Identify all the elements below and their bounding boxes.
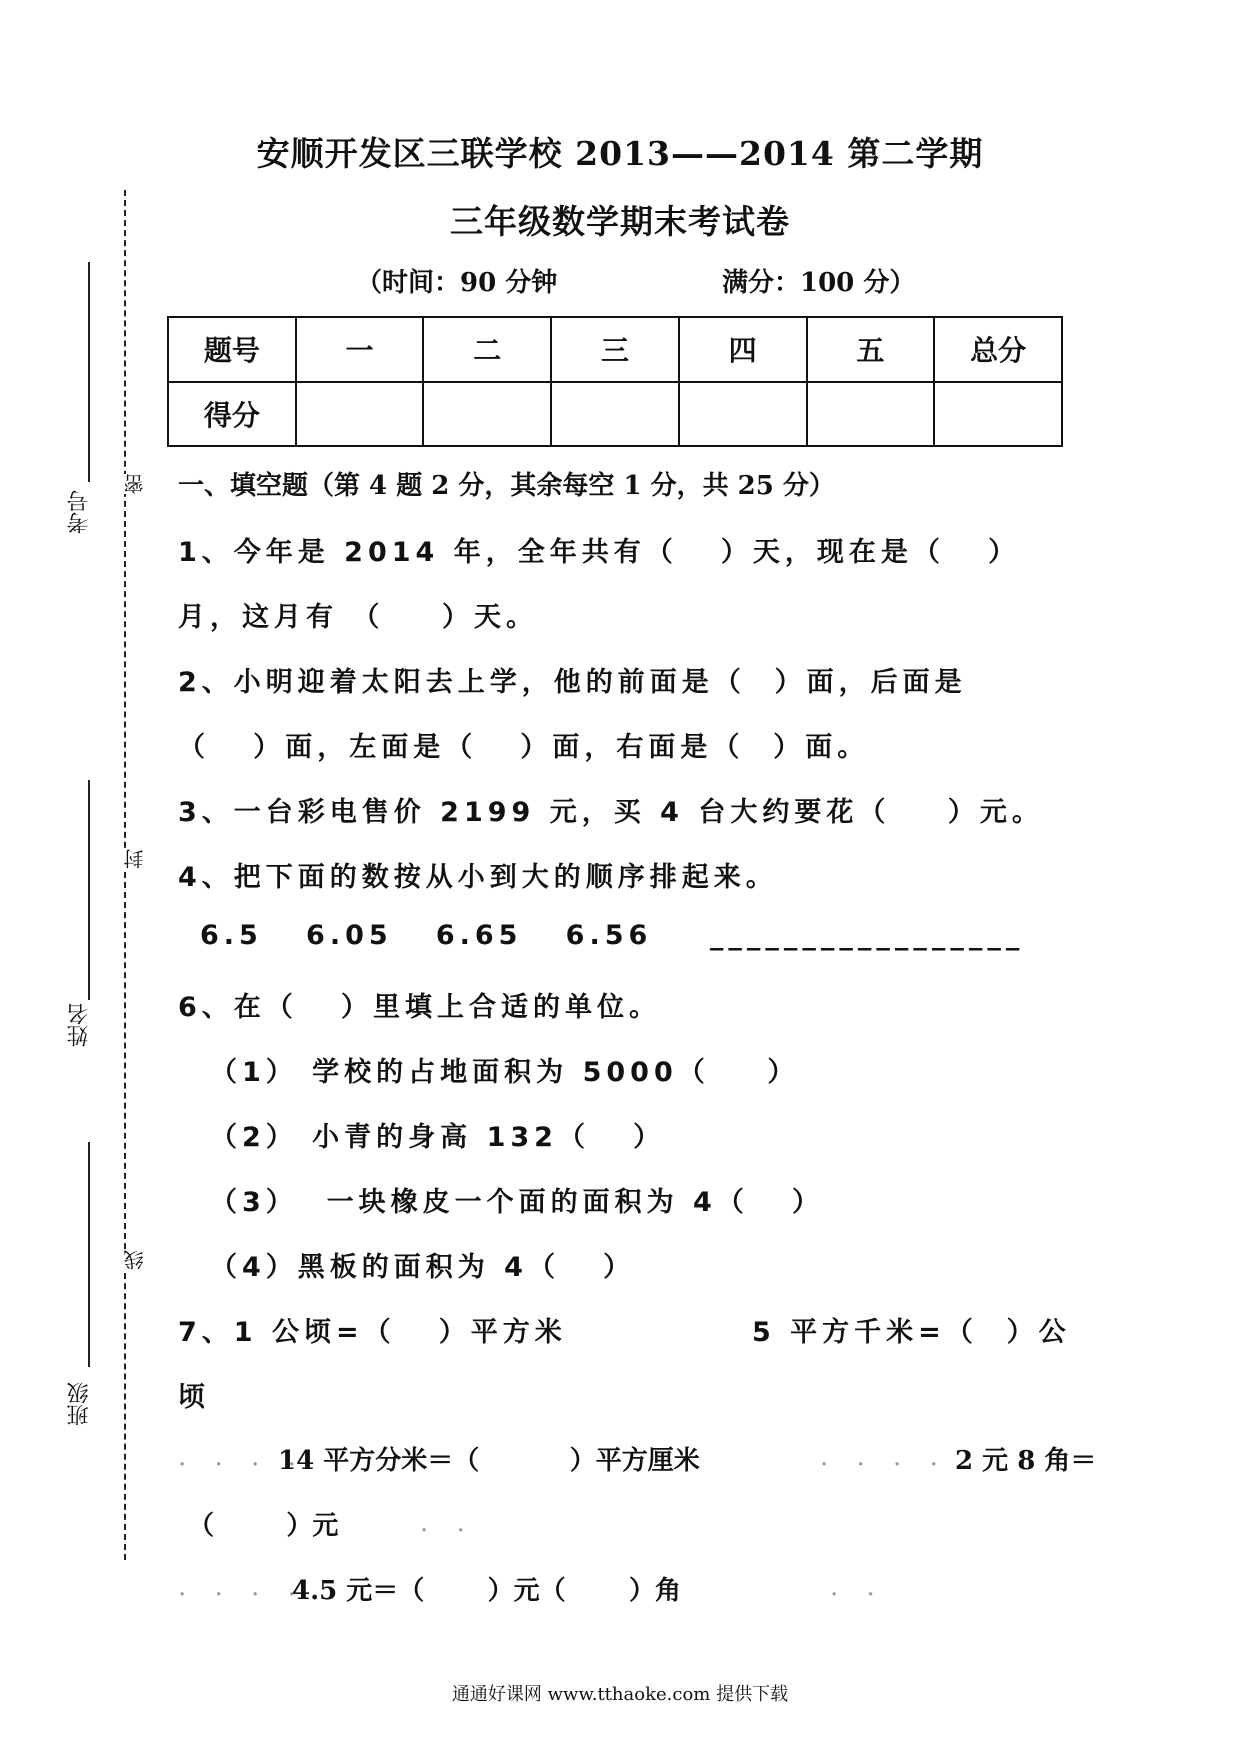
name-label: 姓名 bbox=[67, 1003, 92, 1047]
question-4: 4、把下面的数按从小到大的顺序排起来。 bbox=[178, 862, 778, 893]
score-cell: 二 bbox=[423, 317, 551, 382]
score-cell: 总分 bbox=[934, 317, 1062, 382]
score-cell: 三 bbox=[551, 317, 679, 382]
exam-full-score: 满分：100 分） bbox=[722, 268, 916, 298]
question-1-line1: 1、今年是 2014 年，全年共有（ ）天，现在是（ ） bbox=[178, 537, 1021, 568]
exam-title-line1: 安顺开发区三联学校 2013——2014 第二学期 bbox=[256, 134, 984, 173]
question-7-dots-b: . . . . bbox=[820, 1442, 948, 1472]
score-cell: 四 bbox=[679, 317, 807, 382]
score-table bbox=[167, 316, 1063, 447]
question-6-item3: （3） 一块橡皮一个面的面积为 4（ ） bbox=[210, 1187, 824, 1218]
question-7-line3b: 2 元 8 角＝ bbox=[955, 1446, 1097, 1476]
question-7-dots-a: . . . . bbox=[178, 1442, 306, 1472]
footer-credit: 通通好课网 www.tthaoke.com 提供下载 bbox=[451, 1684, 789, 1705]
score-cell: 五 bbox=[807, 317, 935, 382]
question-7-wrap: 顷 bbox=[178, 1382, 210, 1413]
score-table-score-row bbox=[168, 382, 1062, 447]
class-rule bbox=[88, 1142, 90, 1367]
name-rule bbox=[88, 780, 90, 1000]
question-7-part1: 7、1 公顷=（ ）平方米 bbox=[178, 1317, 567, 1348]
score-cell: 题号 bbox=[168, 317, 296, 382]
exam-title-line2: 三年级数学期末考试卷 bbox=[450, 202, 790, 241]
question-6-item2: （2） 小青的身高 132（ ） bbox=[210, 1122, 666, 1153]
question-7-dots-d: . . . . bbox=[178, 1572, 306, 1602]
question-7-line4: （ ）元 bbox=[188, 1511, 339, 1541]
question-3: 3、一台彩电售价 2199 元，买 4 台大约要花（ ）元。 bbox=[178, 797, 1044, 828]
score-cell-empty bbox=[551, 382, 679, 447]
question-2-line1: 2、小明迎着太阳去上学，他的前面是（ ）面，后面是 bbox=[178, 667, 967, 698]
score-cell-empty bbox=[296, 382, 424, 447]
question-7-dots-c: . . bbox=[420, 1508, 475, 1538]
student-id-rule bbox=[88, 262, 90, 482]
score-cell: 一 bbox=[296, 317, 424, 382]
score-cell-empty bbox=[679, 382, 807, 447]
question-6-item1: （1） 学校的占地面积为 5000（ ） bbox=[210, 1057, 800, 1088]
class-label: 班级 bbox=[67, 1382, 92, 1426]
question-6: 6、在（ ）里填上合适的单位。 bbox=[178, 992, 661, 1023]
question-7-line3: 14 平方分米＝（ ）平方厘米 bbox=[278, 1446, 700, 1476]
score-cell-empty bbox=[934, 382, 1062, 447]
question-7-dots-e: . . bbox=[830, 1572, 885, 1602]
question-6-item4: （4）黑板的面积为 4（ ） bbox=[210, 1252, 636, 1283]
question-2-line2: （ ）面，左面是（ ）面，右面是（ ）面。 bbox=[178, 732, 870, 763]
seal-char-mi: 密 bbox=[120, 474, 149, 494]
binding-dashed-line bbox=[124, 190, 126, 1560]
score-table-header-row bbox=[168, 317, 1062, 382]
question-7-part2: 5 平方千米=（ ）公 bbox=[752, 1317, 1071, 1348]
section1-heading: 一、填空题（第 4 题 2 分，其余每空 1 分，共 25 分） bbox=[178, 471, 835, 501]
question-7-line5: 4.5 元＝（ ）元（ ）角 bbox=[292, 1576, 682, 1606]
score-cell: 得分 bbox=[168, 382, 296, 447]
score-cell-empty bbox=[423, 382, 551, 447]
question-4-numbers: 6.5 6.05 6.65 6.56 _________________ bbox=[200, 920, 1025, 951]
seal-char-feng: 封 bbox=[120, 849, 149, 869]
question-1-line2: 月，这月有 （ ）天。 bbox=[178, 602, 538, 633]
seal-char-xian: 线 bbox=[120, 1250, 149, 1270]
score-cell-empty bbox=[807, 382, 935, 447]
exam-time: （时间：90 分钟 bbox=[356, 268, 558, 298]
student-id-label: 考号 bbox=[67, 490, 92, 534]
